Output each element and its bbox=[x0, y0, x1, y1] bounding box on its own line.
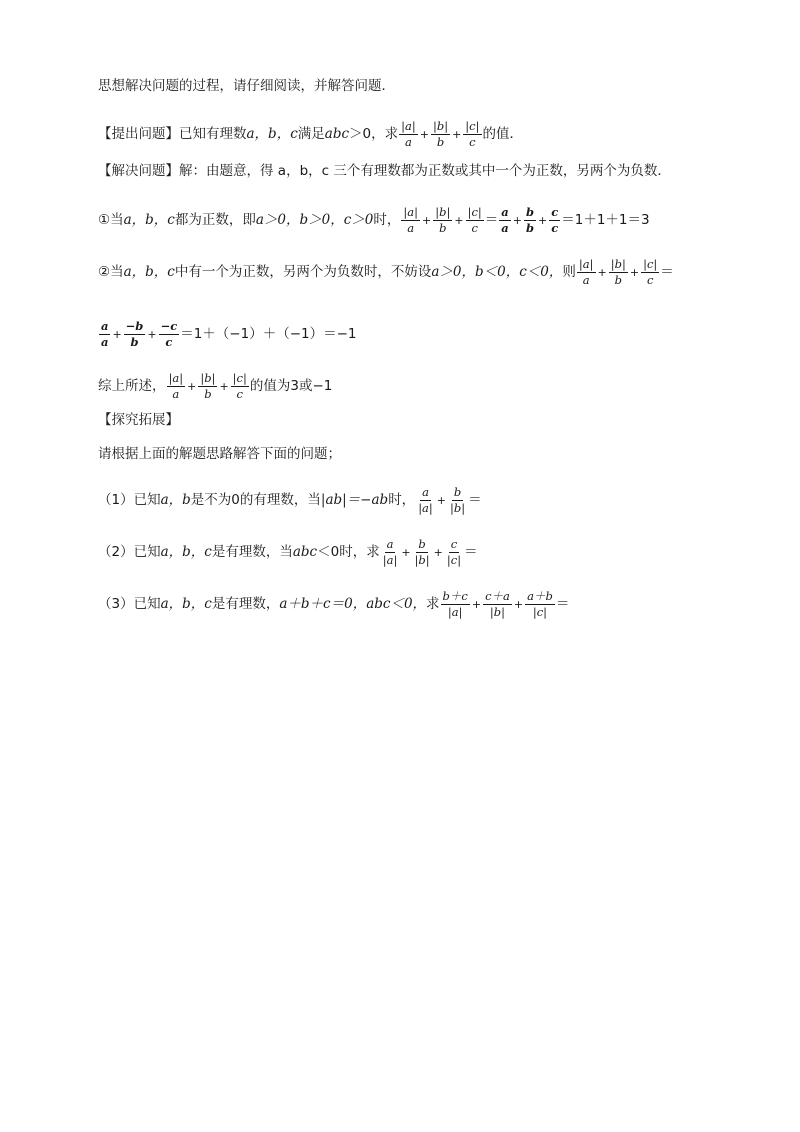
case1-conds: a＞0，b＞0，c＞0 bbox=[255, 211, 374, 228]
case2-vars: a，b，c bbox=[123, 263, 175, 280]
case2-line: ②当 a，b，c 中有一个为正数，另两个为负数时，不妨设 a＞0，b＜0，c＜0， 则 $\frac{|a|}{a}$ + $\frac{|b|}{b}$ + $\frac{|c|}{c}$ ＝ bbox=[98, 257, 674, 288]
solve-text: 解：由题意，得 a，b，c 三个有理数都为正数或其中一个为正数，另两个为负数． bbox=[179, 163, 671, 179]
question-1: （1）已知 a，b 是不为0的有理数，当 |ab|＝−ab 时， $\frac{a}{|a|}$ + $\frac{b}{|b|}$ ＝ bbox=[98, 485, 482, 516]
fraction: $\frac{b}{|b|}$ bbox=[450, 485, 466, 516]
fraction: $\frac{b+c}{|a|}$ bbox=[442, 589, 468, 620]
fraction: $\frac{-b}{b}$ bbox=[125, 319, 144, 350]
case1-text-a: ①当 bbox=[98, 211, 124, 228]
case1-text-c: 时， bbox=[373, 211, 401, 228]
q2-text-b: 是有理数，当 bbox=[211, 543, 293, 560]
intro-text: 思想解决问题的过程，请仔细阅读，并解答问题． bbox=[98, 78, 395, 94]
fraction: $\frac{c+a}{|b|}$ bbox=[485, 589, 510, 620]
fraction: $\frac{|a|}{a}$ bbox=[401, 119, 416, 150]
q3-text-b: 是有理数， bbox=[211, 595, 280, 612]
q3-text-c: 求 bbox=[426, 595, 440, 612]
question-2: （2）已知 a，b，c 是有理数，当 abc ＜0时，求 $\frac{a}{|a|}$ + $\frac{b}{|b|}$ + $\frac{c}{|c|}$ ＝ bbox=[98, 537, 478, 568]
case2-conds: a＞0，b＜0，c＜0， bbox=[431, 263, 563, 280]
q1-vars: a，b bbox=[160, 491, 191, 508]
problem-line: 【提出问题】 已知有理数 a，b，c 满足 abc ＞0，求 $\frac{|a|}{a}$ + $\frac{|b|}{b}$ + $\frac{|c|}{c}$ 的值． bbox=[98, 119, 523, 150]
fraction: $\frac{|b|}{b}$ bbox=[432, 119, 449, 150]
q1-cond: |ab|＝−ab bbox=[320, 491, 389, 508]
solve-line bbox=[98, 165, 740, 179]
case2b-result: ＝1＋（−1）＋（−1）＝−1 bbox=[180, 325, 357, 342]
fraction: $\frac{a}{a}$ bbox=[501, 205, 509, 236]
case2-eq: ＝ bbox=[660, 263, 674, 280]
q3-eq: ＝ bbox=[555, 595, 570, 612]
case1-line: ①当 a，b，c 都为正数，即 a＞0，b＞0，c＞0 时， $\frac{|a|}{a}$ + $\frac{|b|}{b}$ + $\frac{|c|}{c}$ ＝ $\frac{a}{a}$ + $\frac{b}{b}$ + $\frac{c}{c}$ ＝1＋1＋1＝3 bbox=[98, 205, 650, 236]
fraction: $\frac{c}{|c|}$ bbox=[446, 537, 462, 568]
q1-eq: ＝ bbox=[468, 491, 482, 508]
case2-text-b: 中有一个为正数，另两个为负数时，不妨设 bbox=[174, 263, 432, 280]
fraction: $\frac{a}{|a|}$ bbox=[418, 485, 433, 516]
q2-cond: abc bbox=[292, 543, 318, 560]
fraction: $\frac{|a|}{a}$ bbox=[578, 257, 594, 288]
q2-eq: ＝ bbox=[464, 543, 478, 560]
problem-text-c: ＞0，求 bbox=[349, 125, 399, 142]
fraction: $\frac{a}{a}$ bbox=[101, 319, 109, 350]
fraction: $\frac{|c|}{c}$ bbox=[465, 119, 480, 150]
problem-tag: 【提出问题】 bbox=[98, 125, 179, 142]
summary-text-b: 的值为3或−1 bbox=[249, 377, 333, 394]
fraction: $\frac{c}{c}$ bbox=[551, 205, 559, 236]
problem-text-a: 已知有理数 bbox=[179, 125, 247, 142]
fraction: $\frac{a+b}{|c|}$ bbox=[527, 589, 553, 620]
q2-label: （2）已知 bbox=[98, 543, 161, 560]
problem-vars: a，b，c bbox=[246, 125, 298, 142]
problem-cond: abc bbox=[324, 125, 350, 142]
fraction: $\frac{|c|}{c}$ bbox=[467, 205, 482, 236]
fraction: $\frac{|c|}{c}$ bbox=[643, 257, 658, 288]
q1-text-b: 是不为0的有理数，当 bbox=[190, 491, 321, 508]
case1-eq: ＝ bbox=[484, 211, 499, 228]
case2-text-c: 则 bbox=[562, 263, 576, 280]
q3-label: （3）已知 bbox=[98, 595, 161, 612]
summary-text-a: 综上所述， bbox=[98, 377, 166, 394]
case1-result: ＝1＋1＋1＝3 bbox=[561, 211, 650, 228]
fraction: $\frac{|a|}{a}$ bbox=[403, 205, 419, 236]
instruction-line bbox=[98, 448, 740, 462]
fraction: $\frac{|b|}{b}$ bbox=[435, 205, 451, 236]
fraction: $\frac{|b|}{b}$ bbox=[200, 371, 216, 402]
fraction: $\frac{a}{|a|}$ bbox=[382, 537, 398, 568]
case1-text-b: 都为正数，即 bbox=[174, 211, 256, 228]
explore-line bbox=[98, 414, 740, 428]
fraction: $\frac{|b|}{b}$ bbox=[610, 257, 626, 288]
explore-tag: 【探究拓展】 bbox=[98, 412, 179, 428]
instruction-text: 请根据上面的解题思路解答下面的问题； bbox=[98, 446, 341, 462]
fraction: $\frac{b}{b}$ bbox=[525, 205, 534, 236]
fraction: $\frac{|c|}{c}$ bbox=[232, 371, 247, 402]
q1-label: （1）已知 bbox=[98, 491, 161, 508]
summary-line: 综上所述， $\frac{|a|}{a}$ + $\frac{|b|}{b}$ + $\frac{|c|}{c}$ 的值为3或−1 bbox=[98, 371, 333, 402]
case2-text-a: ②当 bbox=[98, 263, 124, 280]
solve-tag: 【解决问题】 bbox=[98, 163, 179, 179]
q3-cond: a＋b＋c＝0，abc＜0， bbox=[279, 595, 427, 612]
case2b-line: $\frac{a}{a}$ + $\frac{-b}{b}$ + $\frac{-c}{c}$ ＝1＋（−1）＋（−1）＝−1 bbox=[101, 319, 357, 350]
problem-text-d: 的值． bbox=[482, 125, 523, 142]
question-3: （3）已知 a，b，c 是有理数， a＋b＋c＝0，abc＜0， 求 $\frac{b+c}{|a|}$ + $\frac{c+a}{|b|}$ + $\frac{a+b}{|c|}$ ＝ bbox=[98, 589, 570, 620]
problem-text-b: 满足 bbox=[297, 125, 325, 142]
q3-vars: a，b，c bbox=[160, 595, 212, 612]
q2-vars: a，b，c bbox=[160, 543, 212, 560]
q1-text-c: 时， bbox=[388, 491, 416, 508]
intro-line bbox=[98, 80, 740, 94]
fraction: $\frac{|a|}{a}$ bbox=[168, 371, 184, 402]
case1-vars: a，b，c bbox=[123, 211, 175, 228]
q2-text-c: ＜0时，求 bbox=[317, 543, 380, 560]
fraction: $\frac{b}{|b|}$ bbox=[414, 537, 430, 568]
fraction: $\frac{-c}{c}$ bbox=[160, 319, 178, 350]
